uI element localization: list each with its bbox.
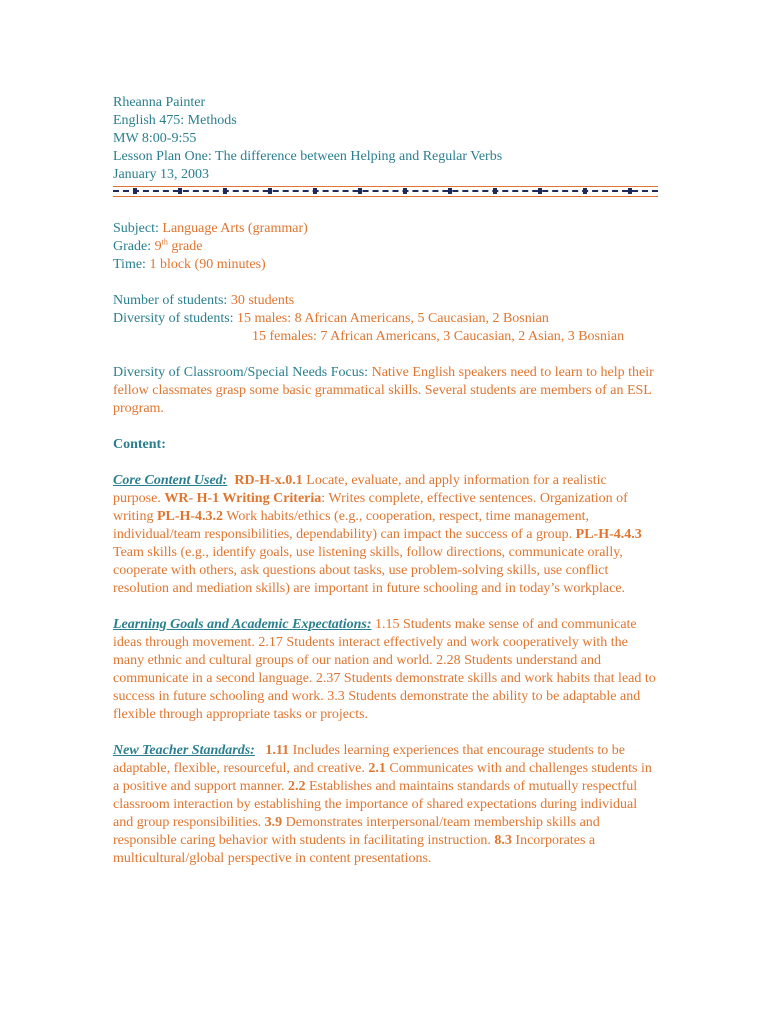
students-value: 30 students bbox=[230, 293, 295, 308]
course-name: English 475: Methods bbox=[113, 113, 237, 128]
class-schedule: MW 8:00-9:55 bbox=[113, 131, 197, 146]
diversity-label: Diversity of students: bbox=[113, 311, 238, 326]
standard-text: Demonstrates interpersonal/team membership skills and responsible caring behavior with students in facilitating instruction. bbox=[113, 815, 600, 848]
time-value: 1 block (90 minutes) bbox=[149, 257, 266, 272]
document-body bbox=[113, 94, 658, 868]
lesson-title: The difference between Helping and Regular Verbs bbox=[215, 149, 503, 164]
learning-goals-text: 1.15 Students make sense of and communicate ideas through movement. 2.17 Students interact effectively and work cooperatively with the many ethnic and cultural groups of our nation and world. 2.28 Students understand and communicate in a second language. 2.37 Students demonstrate skills and work habits that lead to success in future schooling and work. 3.3 Students demonstrate the ability to be adaptable and flexible through appropriate tasks or projects. bbox=[113, 617, 656, 722]
diversity-females: 15 females: 7 African Americans, 3 Caucasian, 2 Asian, 3 Bosnian bbox=[252, 329, 625, 344]
header-block bbox=[113, 94, 658, 184]
grade-number: 9 bbox=[154, 239, 162, 254]
author-name: Rheanna Painter bbox=[113, 95, 206, 110]
grade-label: Grade: bbox=[113, 239, 155, 254]
teacher-standards-label: New Teacher Standards: bbox=[113, 743, 255, 758]
core-code: WR- H-1 Writing Criteria bbox=[164, 491, 322, 506]
students-label: Number of students: bbox=[113, 293, 231, 308]
students-line bbox=[113, 292, 658, 310]
grade-line bbox=[113, 238, 658, 256]
teacher-standards-paragraph bbox=[113, 742, 658, 868]
time-line bbox=[113, 256, 658, 274]
lesson-label: Lesson Plan One: bbox=[113, 149, 216, 164]
standard-text: Incorporates a multicultural/global perspective in content presentations. bbox=[113, 833, 596, 866]
special-needs-text: Native English speakers need to learn to help their fellow classmates grasp some basic grammatical skills. Several students are members of an ESL program. bbox=[113, 365, 654, 416]
core-text: Team skills (e.g., identify goals, use listening skills, follow directions, communicate orally, cooperate with others, ask questions about tasks, use problem-solving skills, use conflict resolution and mediation skills) are important in future schooling and in today’s workplace. bbox=[113, 545, 626, 596]
core-content-paragraph bbox=[113, 472, 658, 598]
diversity-males: 15 males: 8 African Americans, 5 Caucasian, 2 Bosnian bbox=[237, 311, 549, 326]
lesson-info bbox=[113, 220, 658, 418]
standard-text: Includes learning experiences that encourage students to be adaptable, flexible, resourceful, and creative. bbox=[113, 743, 625, 776]
core-code: PL-H-4.4.3 bbox=[575, 527, 642, 542]
core-code: RD-H-x.0.1 bbox=[234, 473, 303, 488]
lesson-title-line bbox=[113, 148, 658, 166]
core-text: Locate, evaluate, and apply information for a realistic purpose. bbox=[113, 473, 607, 506]
core-code: PL-H-4.3.2 bbox=[156, 509, 224, 524]
subject-value: Language Arts (grammar) bbox=[162, 221, 308, 236]
standard-code: 2.2 bbox=[287, 779, 306, 794]
time-label: Time: bbox=[113, 257, 150, 272]
lesson-date: January 13, 2003 bbox=[113, 167, 210, 182]
special-needs-label: Diversity of Classroom/Special Needs Focus: bbox=[113, 365, 372, 380]
core-text: Work habits/ethics (e.g., cooperation, respect, time management, individual/team responsibilities, dependability) can impact the success of a group. bbox=[113, 509, 590, 542]
standard-code: 3.9 bbox=[264, 815, 283, 830]
learning-goals-paragraph bbox=[113, 616, 658, 724]
learning-goals-label: Learning Goals and Academic Expectations: bbox=[113, 617, 372, 632]
standard-code: 8.3 bbox=[494, 833, 512, 848]
diversity-line bbox=[113, 310, 658, 328]
content-heading: Content: bbox=[113, 437, 166, 452]
subject-line bbox=[113, 220, 658, 238]
core-text: : Writes complete, effective sentences. Organization of writing bbox=[113, 491, 628, 524]
standard-code: 1.11 bbox=[265, 743, 290, 758]
subject-label: Subject: bbox=[113, 221, 163, 236]
standard-text: Establishes and maintains standards of mutually respectful classroom interaction by establishing the importance of shared expectations during individual and group responsibilities. bbox=[113, 779, 638, 830]
special-needs-paragraph bbox=[113, 364, 658, 418]
standard-text: Communicates with and challenges students in a positive and support manner. bbox=[113, 761, 652, 794]
standard-code: 2.1 bbox=[368, 761, 386, 776]
decorative-divider bbox=[113, 186, 658, 198]
grade-suffix-sup: th bbox=[161, 237, 168, 247]
core-content-label: Core Content Used: bbox=[113, 473, 228, 488]
grade-suffix: grade bbox=[167, 239, 203, 254]
